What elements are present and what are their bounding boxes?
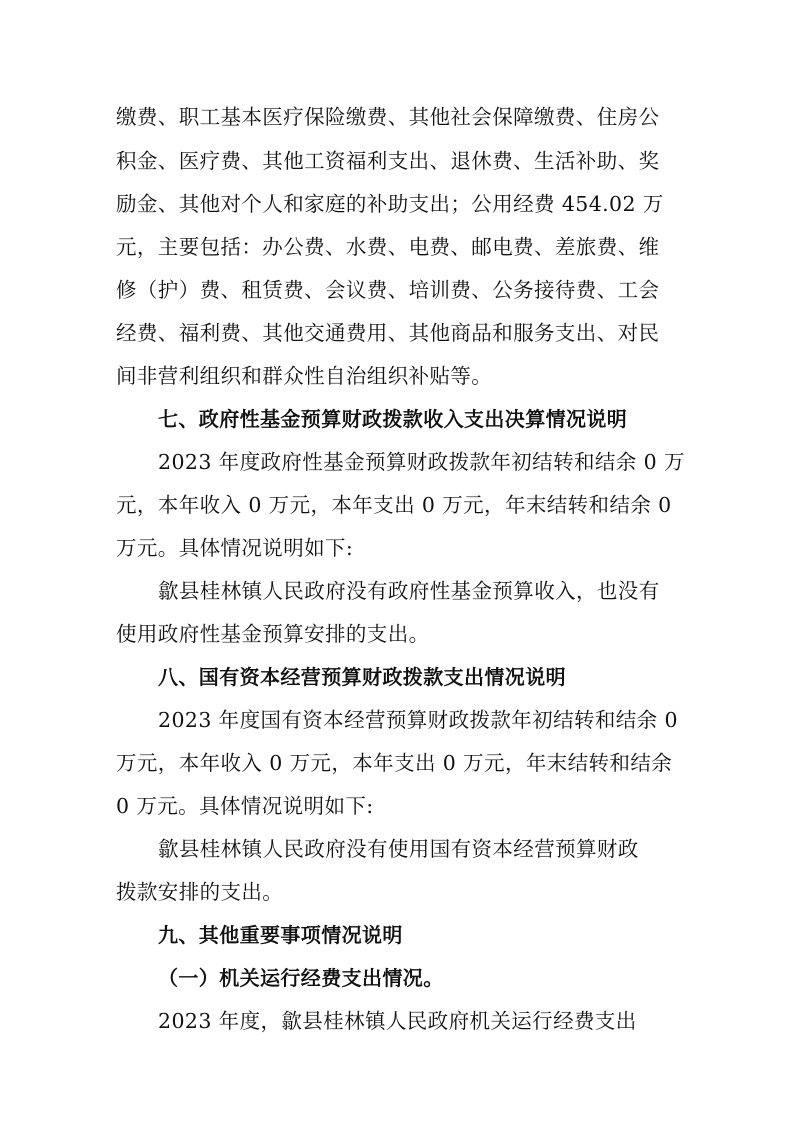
subsection-heading: （一）机关运行经费支出情况。 — [158, 966, 444, 990]
body-text-line: 2023 年度，歙县桂林镇人民政府机关运行经费支出 — [158, 1009, 637, 1033]
section-heading: 七、政府性基金预算财政拨款收入支出决算情况说明 — [158, 407, 628, 431]
body-text-line: 缴费、职工基本医疗保险缴费、其他社会保障缴费、住房公 — [116, 105, 660, 129]
body-text-line: 积金、医疗费、其他工资福利支出、退休费、生活补助、奖 — [116, 149, 660, 173]
body-text-line: 0 万元。具体情况说明如下: — [116, 794, 374, 818]
body-text-line: 万元。具体情况说明如下: — [116, 536, 354, 560]
body-text-line: 经费、福利费、其他交通费用、其他商品和服务支出、对民 — [116, 321, 660, 345]
body-text-line: 拨款安排的支出。 — [116, 880, 284, 904]
body-text-line: 2023 年度政府性基金预算财政拨款年初结转和结余 0 万 — [158, 450, 685, 474]
body-text-line: 使用政府性基金预算安排的支出。 — [116, 622, 430, 646]
body-text-line: 励金、其他对个人和家庭的补助支出；公用经费 454.02 万 — [116, 192, 664, 216]
body-text-line: 元，本年收入 0 万元，本年支出 0 万元，年末结转和结余 0 — [116, 493, 672, 517]
section-heading: 八、国有资本经营预算财政拨款支出情况说明 — [158, 665, 566, 689]
body-text-line: 间非营利组织和群众性自治组织补贴等。 — [116, 364, 493, 388]
section-heading: 九、其他重要事项情况说明 — [158, 923, 403, 947]
body-text-line: 歙县桂林镇人民政府没有使用国有资本经营预算财政 — [158, 837, 639, 861]
body-text-line: 歙县桂林镇人民政府没有政府性基金预算收入，也没有 — [158, 579, 660, 603]
body-text-line: 2023 年度国有资本经营预算财政拨款年初结转和结余 0 — [158, 708, 678, 732]
body-text-line: 万元，本年收入 0 万元，本年支出 0 万元，年末结转和结余 — [116, 751, 673, 775]
body-text-line: 元，主要包括：办公费、水费、电费、邮电费、差旅费、维 — [116, 235, 660, 259]
body-text-line: 修（护）费、租赁费、会议费、培训费、公务接待费、工会 — [116, 278, 660, 302]
